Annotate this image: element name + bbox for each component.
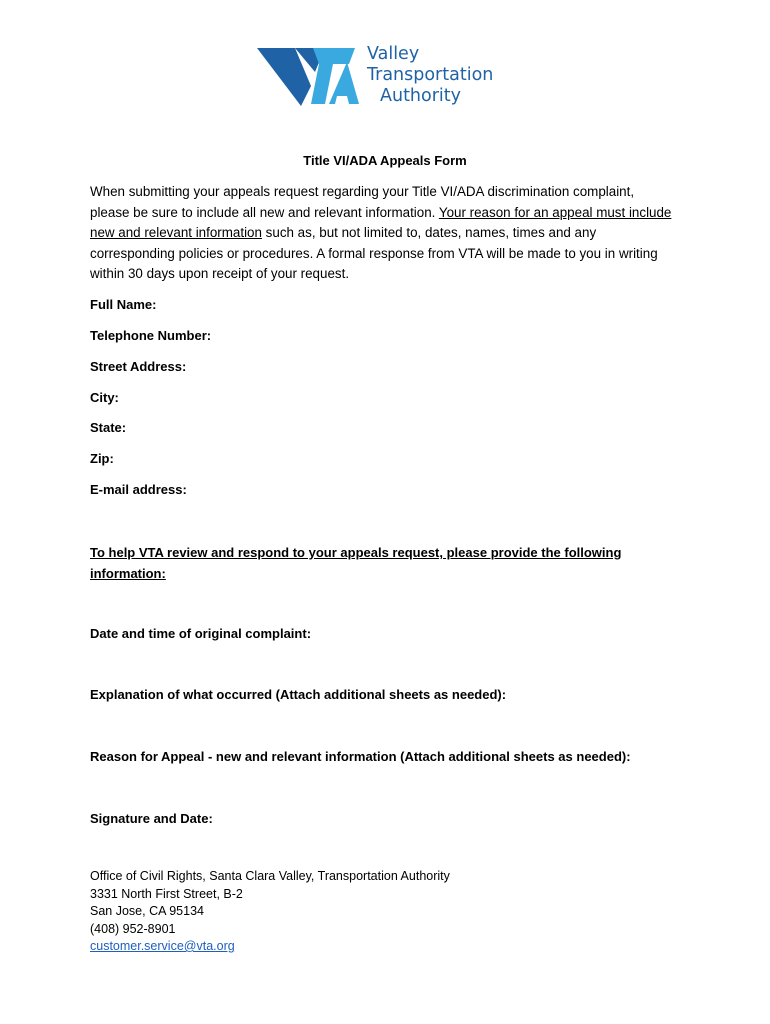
reason-label: Reason for Appeal - new and relevant information (Attach additional sheets as needed): <box>90 749 631 764</box>
footer-city: San Jose, CA 95134 <box>90 904 204 918</box>
intro-text-1: When submitting your appeals request regarding your Title VI/ADA discrimination complaint, please be sure to include all new and relevant information. <box>90 184 635 220</box>
logo-line-1: Valley <box>367 44 420 64</box>
form-title: Title VI/ADA Appeals Form <box>303 153 467 168</box>
footer-phone: (408) 952-8901 <box>90 921 176 936</box>
full-name-label: Full Name: <box>90 297 157 312</box>
telephone-label: Telephone Number: <box>90 328 212 343</box>
city-label: City: <box>90 390 119 405</box>
footer-street: 3331 North First Street, B-2 <box>90 886 243 901</box>
date-time-label: Date and time of original complaint: <box>90 626 312 641</box>
logo-line-3: Authority <box>380 86 461 106</box>
intro-text-2: such as, but not limited to, dates, names, times and any corresponding policies or procedures. A formal response from VTA will be made to you in writing within 30 days upon receipt of your request. <box>90 225 658 282</box>
email-label: E-mail address: <box>90 482 187 497</box>
footer-email-link[interactable]: customer.service@vta.org <box>90 939 235 953</box>
vta-logo <box>255 42 525 114</box>
state-label: State: <box>90 420 127 435</box>
footer-office: Office of Civil Rights, Santa Clara Valley, Transportation Authority <box>90 869 450 883</box>
explanation-label: Explanation of what occurred (Attach additional sheets as needed): <box>90 687 507 702</box>
zip-label: Zip: <box>90 451 114 466</box>
signature-date-label: Signature and Date: <box>90 811 213 826</box>
section-heading: To help VTA review and respond to your appeals request, please provide the following information: <box>90 545 622 581</box>
street-address-label: Street Address: <box>90 359 187 374</box>
footer-contact <box>90 868 450 956</box>
intro-underlined-text: Your reason for an appeal must include new and relevant information <box>90 204 672 241</box>
intro-paragraph <box>90 182 675 285</box>
logo-line-2: Transportation <box>367 65 494 85</box>
vta-logo-mark-icon <box>255 42 365 110</box>
logo-wordmark <box>367 44 493 107</box>
